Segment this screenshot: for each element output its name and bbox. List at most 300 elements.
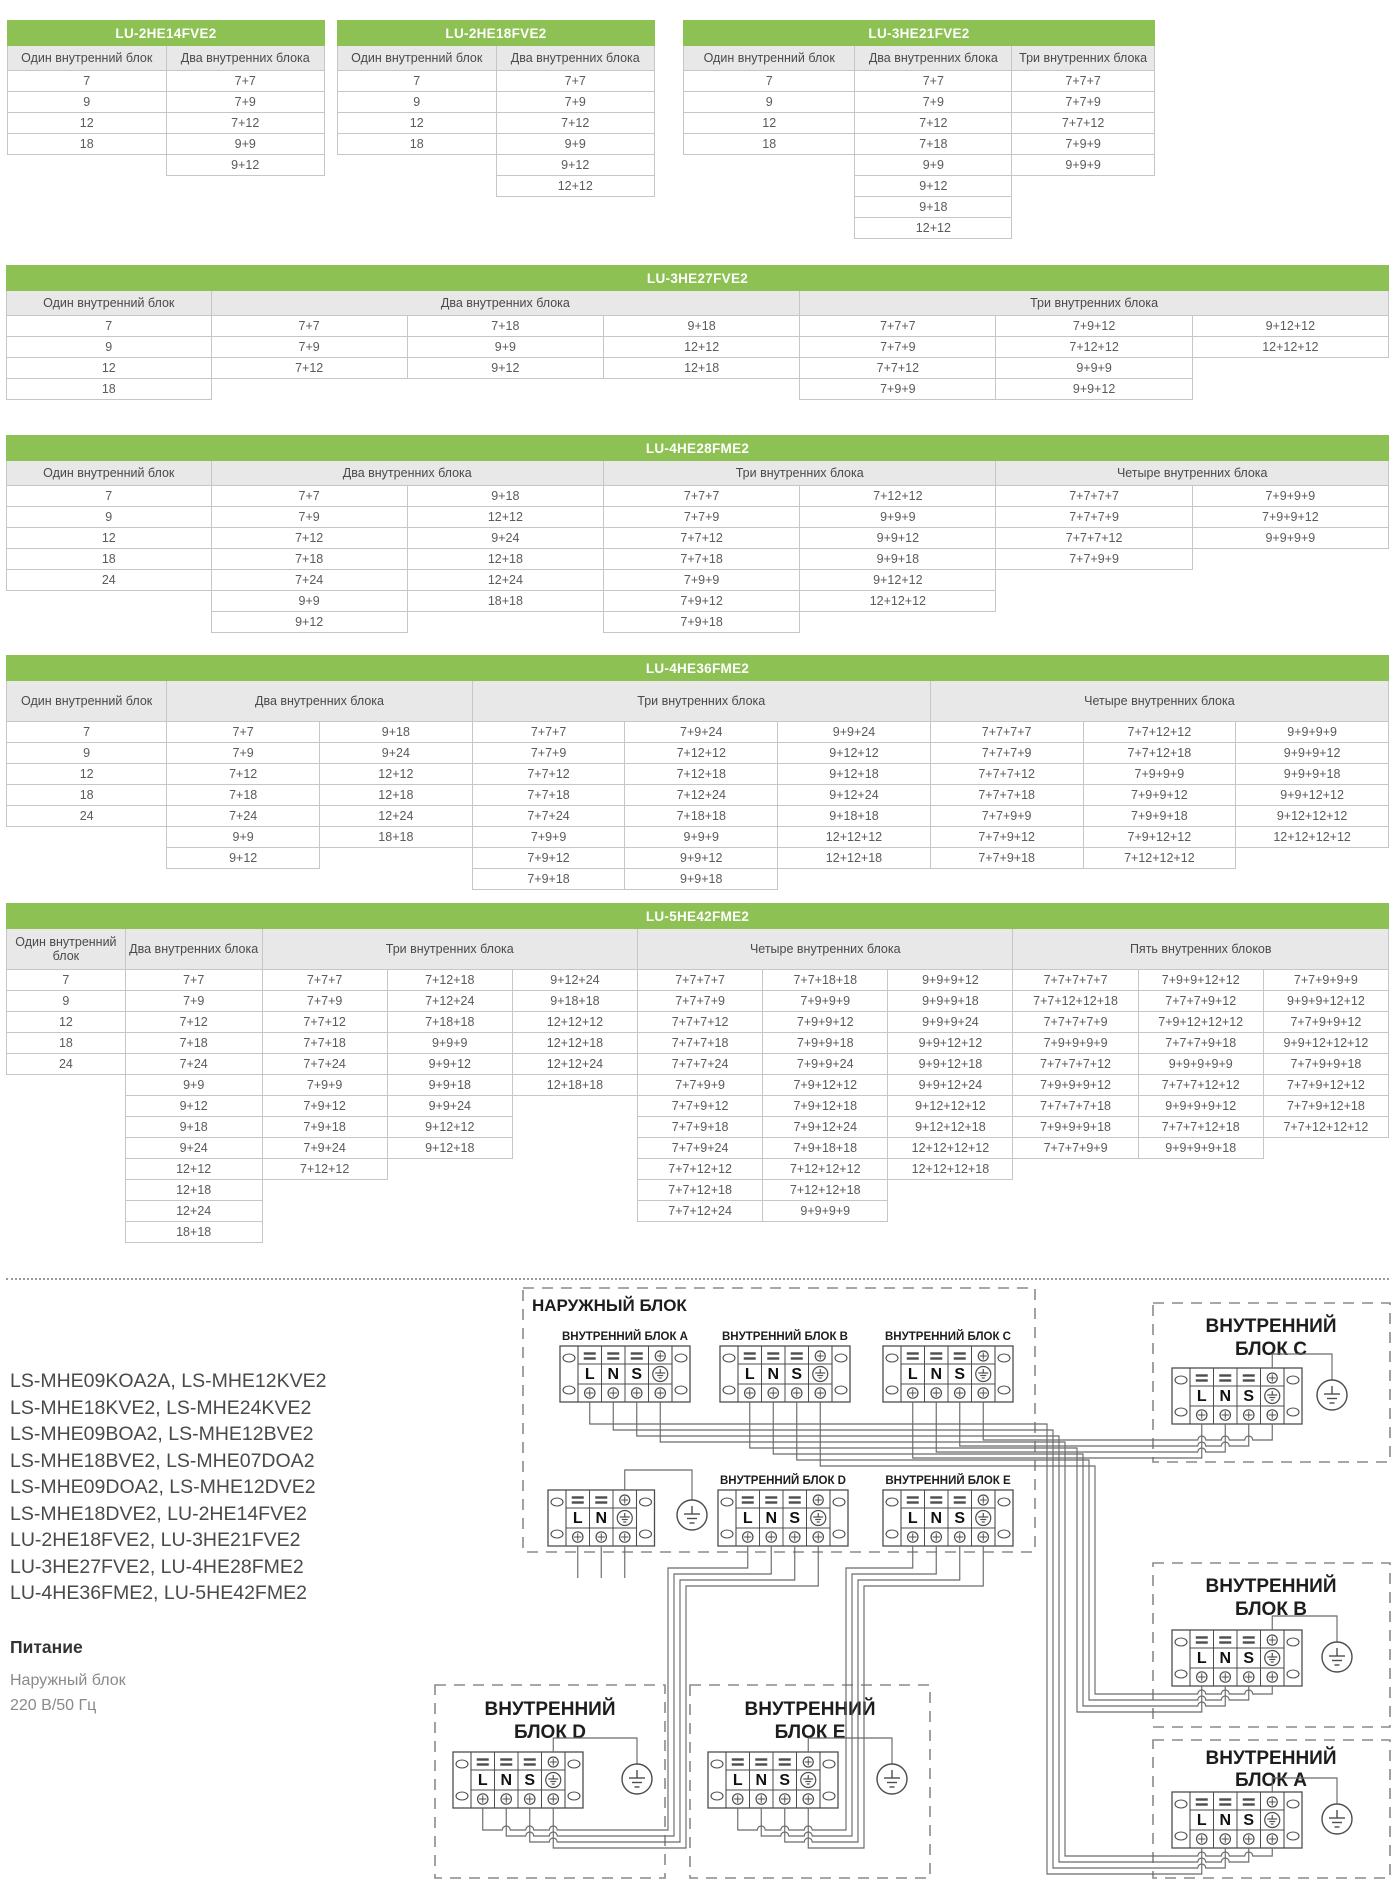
table-row [338, 92, 655, 113]
column-group-header: Один внутренний блок [7, 681, 167, 722]
table-title: LU-4HE28FME2 [7, 436, 1389, 461]
table-cell: 7+7+7+7+18 [1013, 1096, 1138, 1117]
table-cell: 9+18 [125, 1117, 262, 1138]
table-cell: 7+7+7+9+9 [1013, 1138, 1138, 1159]
table-cell: 7+9+9+12 [763, 1012, 888, 1033]
table-lu-3he21fve2 [683, 20, 1155, 239]
table-cell: 7+7+9 [262, 991, 387, 1012]
table-cell: 7 [338, 71, 497, 92]
table-row [8, 71, 325, 92]
table-cell: 7+7 [211, 486, 407, 507]
table-row [684, 92, 1155, 113]
table-row [7, 869, 1389, 890]
table-cell: 9+12 [167, 848, 320, 869]
table-cell [512, 1159, 637, 1180]
table-cell [7, 612, 212, 633]
table-cell: 9+12+12+18 [888, 1117, 1013, 1138]
table-cell: 7+24 [211, 570, 407, 591]
table-cell: 12+12+12 [800, 591, 996, 612]
table-cell: 7+9 [855, 92, 1012, 113]
table-cell [1263, 1138, 1388, 1159]
table-cell: 9+9+12+18 [888, 1054, 1013, 1075]
table-cell: 7+7+7+7 [930, 722, 1083, 743]
table-cell [7, 1138, 126, 1159]
table-cell: 7+18 [407, 316, 603, 337]
terminal-letter: N [607, 1366, 620, 1383]
indoor-unit-label-b: БЛОК B [1235, 1599, 1307, 1620]
table-cell: 7+9+9 [1012, 134, 1155, 155]
table-row [7, 743, 1389, 764]
table-row [338, 155, 655, 176]
table-cell [262, 1222, 387, 1243]
table-cell [387, 1201, 512, 1222]
table-cell: 7+9+9+9 [763, 991, 888, 1012]
table-cell [1192, 358, 1388, 379]
terminal-letter: N [595, 1510, 608, 1527]
table-cell: 18+18 [320, 827, 473, 848]
table-cell [387, 1222, 512, 1243]
model-line: LS-MHE18BVE2, LS-MHE07DOA2 [10, 1449, 315, 1472]
table-cell: 12 [338, 113, 497, 134]
table-cell [8, 155, 167, 176]
table-cell: 7+9+18 [262, 1117, 387, 1138]
table-cell: 9+18 [855, 197, 1012, 218]
ground-symbol [877, 1764, 907, 1794]
table-cell: 7+7+24 [262, 1054, 387, 1075]
table-cell: 7+9+9+12 [1083, 785, 1236, 806]
table-cell [7, 848, 167, 869]
table-cell: 7+9+24 [625, 722, 778, 743]
table-cell [7, 1075, 126, 1096]
table-cell: 7+9+9+9+9 [1013, 1033, 1138, 1054]
table-row [8, 92, 325, 113]
table-row [338, 134, 655, 155]
table-cell: 9+12+24 [778, 785, 931, 806]
table-cell: 7+9+18+18 [763, 1138, 888, 1159]
table-cell: 7+12 [167, 764, 320, 785]
table-cell: 7+9 [125, 991, 262, 1012]
table-cell: 9+12+12 [800, 570, 996, 591]
terminal-letter: S [524, 1772, 536, 1789]
table-row [7, 827, 1389, 848]
table-cell: 7+7+12 [472, 764, 625, 785]
table-lu-4he28fme2 [6, 435, 1389, 633]
table-cell [1192, 570, 1388, 591]
terminal-letter: N [500, 1772, 513, 1789]
table-cell: 9+24 [407, 528, 603, 549]
table-cell: 9+9+12+12 [888, 1033, 1013, 1054]
table-cell: 12+12 [496, 176, 655, 197]
table-cell: 12+12 [407, 507, 603, 528]
table-cell [1263, 1180, 1388, 1201]
table-cell [512, 1180, 637, 1201]
outdoor-strip-e [883, 1490, 1013, 1546]
indoor-strip-b [1172, 1630, 1302, 1686]
terminal-letter: S [779, 1772, 791, 1789]
table-cell: 7+7+7+12 [930, 764, 1083, 785]
table-cell: 12 [7, 358, 212, 379]
table-cell: 9+9+9 [1012, 155, 1155, 176]
table-cell: 9+9+12+12+12 [1263, 1033, 1388, 1054]
table-cell: 9+18 [604, 316, 800, 337]
table-cell: 9 [7, 991, 126, 1012]
table-cell: 9+9+9+9 [1192, 528, 1388, 549]
table-row [8, 113, 325, 134]
table-cell: 9+9 [125, 1075, 262, 1096]
table-cell: 7+7+18 [472, 785, 625, 806]
outdoor-strip-label-a: ВНУТРЕННИЙ БЛОК A [562, 1331, 688, 1343]
table-cell [7, 1180, 126, 1201]
column-group-header: Четыре внутренних блока [638, 929, 1013, 970]
table-cell: 12 [8, 113, 167, 134]
table-cell [407, 379, 603, 400]
table-cell: 12+12+18 [512, 1033, 637, 1054]
indoor-unit-label-d: БЛОК D [514, 1722, 586, 1743]
table-cell: 9+9+18 [387, 1075, 512, 1096]
table-cell: 7+7+12+18 [638, 1180, 763, 1201]
table-cell [1138, 1201, 1263, 1222]
terminal-letter: L [477, 1772, 488, 1789]
table-cell: 9+18+18 [512, 991, 637, 1012]
table-cell: 7+9+9+9 [1192, 486, 1388, 507]
table-cell: 7+7+7+7 [638, 970, 763, 991]
table-row [7, 991, 1389, 1012]
table-cell: 9 [8, 92, 167, 113]
table-cell [888, 1201, 1013, 1222]
table-cell: 7+7 [166, 71, 325, 92]
indoor-strip-e [708, 1752, 838, 1808]
table-cell: 9+9+9+9 [763, 1201, 888, 1222]
terminal-letter: S [791, 1366, 803, 1383]
table-cell: 9+9+24 [778, 722, 931, 743]
table-cell: 7+7+12 [604, 528, 800, 549]
table-cell [888, 1222, 1013, 1243]
table-cell: 7+9 [211, 507, 407, 528]
table-cell: 9+9+12+12 [1236, 785, 1389, 806]
table-cell: 7+7+9 [800, 337, 996, 358]
table-cell: 9+9+9+9+18 [1138, 1138, 1263, 1159]
table-row [7, 1201, 1389, 1222]
power-spec [10, 1668, 418, 1718]
table-cell: 7+7 [167, 722, 320, 743]
table-cell: 9+9+9 [996, 358, 1192, 379]
table-lu-3he27fve2 [6, 265, 1389, 400]
table-cell: 9+9+18 [625, 869, 778, 890]
table-cell: 9+12+18 [778, 764, 931, 785]
table-cell: 12+12 [320, 764, 473, 785]
table-row [338, 176, 655, 197]
table-cell: 9+9+9+24 [888, 1012, 1013, 1033]
table-cell: 7+9+12 [262, 1096, 387, 1117]
terminal-letter: N [1219, 1812, 1232, 1829]
table-cell: 7+7 [855, 71, 1012, 92]
table-cell [1013, 1222, 1138, 1243]
table-lu-5he42fme2 [6, 903, 1389, 1243]
table-cell: 7+7+12+12+12 [1263, 1117, 1388, 1138]
table-cell [211, 379, 407, 400]
table-cell: 7 [7, 970, 126, 991]
ground-symbol [1322, 1804, 1352, 1834]
table-cell [800, 612, 996, 633]
table-cell: 7+7+7+12+18 [1138, 1117, 1263, 1138]
table-cell: 7+9+9 [262, 1075, 387, 1096]
table-cell: 9+12 [125, 1096, 262, 1117]
table-cell: 9+18 [407, 486, 603, 507]
table-cell: 7+9+9+18 [1083, 806, 1236, 827]
table-cell: 7+7+9 [472, 743, 625, 764]
table-cell: 7+9+9+12+12 [1138, 970, 1263, 991]
table-cell: 18 [7, 379, 212, 400]
table-cell: 9+12 [407, 358, 603, 379]
table-cell [7, 1159, 126, 1180]
indoor-unit-label-b: ВНУТРЕННИЙ [1205, 1576, 1337, 1597]
table-row [7, 1012, 1389, 1033]
table-row [7, 1075, 1389, 1096]
table-cell: 9+9+12 [800, 528, 996, 549]
terminal-letter: N [765, 1510, 778, 1527]
terminal-letter: S [631, 1366, 643, 1383]
model-line: LS-MHE09BOA2, LS-MHE12BVE2 [10, 1423, 314, 1445]
table-cell: 7+7+7+9 [638, 991, 763, 1012]
indoor-unit-label-c: БЛОК C [1235, 1339, 1307, 1360]
terminal-letter: L [1196, 1388, 1207, 1405]
table-cell: 7+12+24 [625, 785, 778, 806]
table-cell: 7+9 [496, 92, 655, 113]
column-group-header: Два внутренних блока [855, 46, 1012, 71]
table-cell [407, 612, 603, 633]
model-line: LU-3HE27FVE2, LU-4HE28FME2 [10, 1555, 304, 1578]
table-cell [7, 827, 167, 848]
table-cell: 7+7+9+12 [930, 827, 1083, 848]
table-row [7, 591, 1389, 612]
table-cell: 7+7+7+12 [996, 528, 1192, 549]
table-cell: 7+7+9+9+18 [1263, 1054, 1388, 1075]
table-cell: 9+9+12 [387, 1054, 512, 1075]
column-group-header: Четыре внутренних блока [996, 461, 1389, 486]
table-cell: 18 [684, 134, 855, 155]
table-row [338, 71, 655, 92]
table-cell [262, 1201, 387, 1222]
table-cell: 9+9 [166, 134, 325, 155]
terminal-letter: L [907, 1510, 918, 1527]
table-cell: 7+18 [125, 1033, 262, 1054]
column-group-header: Один внутренний блок [7, 291, 212, 316]
outdoor-strip-label-c: ВНУТРЕННИЙ БЛОК C [885, 1331, 1011, 1343]
table-row [7, 570, 1389, 591]
table-title: LU-2HE18FVE2 [338, 21, 655, 46]
table-cell: 7+7+12+12 [638, 1159, 763, 1180]
table-cell [7, 1117, 126, 1138]
column-group-header: Один внутренний блок [7, 461, 212, 486]
table-cell [7, 591, 212, 612]
table-cell: 12+12+12 [512, 1012, 637, 1033]
table-cell: 12+18 [604, 358, 800, 379]
table-cell: 7+7+9+12+18 [1263, 1096, 1388, 1117]
table-cell: 12+18+18 [512, 1075, 637, 1096]
table-cell: 7+7+7+9+12 [1138, 991, 1263, 1012]
table-cell: 12+12+12+12 [1236, 827, 1389, 848]
table-row [7, 722, 1389, 743]
table-cell: 7+7+7+7+7 [1013, 970, 1138, 991]
table-cell: 9+18+18 [778, 806, 931, 827]
table-cell [1012, 176, 1155, 197]
table-cell: 7+7+7+7+12 [1013, 1054, 1138, 1075]
table-cell: 7+9+12+12+12 [1138, 1012, 1263, 1033]
table-cell [684, 176, 855, 197]
terminal-letter: N [1219, 1388, 1232, 1405]
table-title: LU-3HE27FVE2 [7, 266, 1389, 291]
table-row [7, 806, 1389, 827]
table-row [7, 337, 1389, 358]
table-cell: 9+12+12+12 [888, 1096, 1013, 1117]
table-cell: 7+12+24 [387, 991, 512, 1012]
table-cell: 7+7+9+9+12 [1263, 1012, 1388, 1033]
table-cell: 7+12 [125, 1012, 262, 1033]
table-cell [1236, 869, 1389, 890]
column-group-header: Два внутренних блока [167, 681, 472, 722]
table-row [7, 970, 1389, 991]
table-title: LU-3HE21FVE2 [684, 21, 1155, 46]
table-cell: 7+9 [211, 337, 407, 358]
table-cell: 18 [8, 134, 167, 155]
table-cell: 7+12+12+12 [763, 1159, 888, 1180]
table-cell: 7+9+12 [472, 848, 625, 869]
wiring-diagram [420, 1268, 1395, 1882]
table-cell: 7 [7, 722, 167, 743]
table-cell [512, 1117, 637, 1138]
ground-symbol [677, 1500, 707, 1530]
terminal-letter: S [1243, 1388, 1255, 1405]
table-cell: 7+7+7+18 [638, 1033, 763, 1054]
table-cell: 24 [7, 570, 212, 591]
table-cell: 7+24 [125, 1054, 262, 1075]
table-cell: 12+18 [407, 549, 603, 570]
models-note [10, 1368, 418, 1718]
table-cell: 7+7+9 [1012, 92, 1155, 113]
table-cell: 9 [684, 92, 855, 113]
table-cell: 12+12+18 [778, 848, 931, 869]
terminal-letter: N [767, 1366, 780, 1383]
table-cell: 9 [338, 92, 497, 113]
table-row [7, 1096, 1389, 1117]
column-group-header: Два внутренних блока [125, 929, 262, 970]
terminal-letter: L [1196, 1650, 1207, 1667]
table-cell [888, 1180, 1013, 1201]
table-row [684, 113, 1155, 134]
column-group-header: Три внутренних блока [262, 929, 637, 970]
table-cell: 18 [338, 134, 497, 155]
table-cell: 9+9+9+12 [888, 970, 1013, 991]
table-cell: 12+12+12+18 [888, 1159, 1013, 1180]
table-row [7, 612, 1389, 633]
terminal-letter: S [954, 1510, 966, 1527]
table-cell: 9+9+9+9+12 [1138, 1096, 1263, 1117]
column-group-header: Три внутренних блока [800, 291, 1389, 316]
table-cell: 7+7+12+12 [1083, 722, 1236, 743]
table-cell: 12+18 [320, 785, 473, 806]
table-cell: 7+7+18 [262, 1033, 387, 1054]
table-cell: 7+7+9 [604, 507, 800, 528]
outdoor-strip-a [560, 1346, 690, 1402]
table-cell: 7+9+9 [604, 570, 800, 591]
table-cell: 7+9+12+12 [1083, 827, 1236, 848]
table-cell: 7+7+7+9 [996, 507, 1192, 528]
table-cell: 7+7 [496, 71, 655, 92]
power-line: Наружный блок [10, 1671, 126, 1689]
table-row [7, 316, 1389, 337]
table-cell: 7+12+12+12 [1083, 848, 1236, 869]
table-cell: 7+7+9+9 [930, 806, 1083, 827]
column-group-header: Три внутренних блока [1012, 46, 1155, 71]
table-cell [512, 1222, 637, 1243]
terminal-letter: N [1219, 1650, 1232, 1667]
table-cell [320, 869, 473, 890]
table-cell: 7+9+9+9+12 [1013, 1075, 1138, 1096]
table-cell: 9+12 [496, 155, 655, 176]
table-cell: 9+12+12 [387, 1117, 512, 1138]
table-cell: 7+7+24 [472, 806, 625, 827]
terminal-letter: L [744, 1366, 755, 1383]
table-row [7, 1222, 1389, 1243]
table-cell: 12 [7, 764, 167, 785]
outdoor-strip-c [883, 1346, 1013, 1402]
outdoor-unit-label: НАРУЖНЫЙ БЛОК [532, 1296, 687, 1315]
table-cell: 9+24 [125, 1138, 262, 1159]
table-cell: 7+9+12+12 [763, 1075, 888, 1096]
table-cell: 7+12+12 [625, 743, 778, 764]
table-cell [1192, 549, 1388, 570]
table-cell [1236, 848, 1389, 869]
table-cell: 7+7+9+9 [638, 1075, 763, 1096]
table-cell [7, 1222, 126, 1243]
table-cell [167, 869, 320, 890]
table-cell: 7+7+12 [1012, 113, 1155, 134]
column-group-header: Пять внутренних блоков [1013, 929, 1389, 970]
table-cell: 9+12+18 [387, 1138, 512, 1159]
table-cell: 7+7+7 [800, 316, 996, 337]
table-row [7, 507, 1389, 528]
table-cell: 7+9+24 [262, 1138, 387, 1159]
table-row [684, 71, 1155, 92]
table-cell: 7+9 [166, 92, 325, 113]
table-cell: 7+7+7+12+12 [1138, 1075, 1263, 1096]
indoor-unit-label-a: ВНУТРЕННИЙ [1205, 1748, 1337, 1769]
table-cell: 9+9+9 [625, 827, 778, 848]
table-cell [1263, 1222, 1388, 1243]
terminal-letter: L [742, 1510, 753, 1527]
table-cell [338, 155, 497, 176]
table-cell: 7+12+12 [262, 1159, 387, 1180]
table-cell: 7+7+9+24 [638, 1138, 763, 1159]
table-cell: 9 [7, 507, 212, 528]
table-cell: 18 [7, 549, 212, 570]
terminal-letter: L [907, 1366, 918, 1383]
table-row [684, 197, 1155, 218]
table-cell: 9+9+24 [387, 1096, 512, 1117]
outdoor-strip-b [720, 1346, 850, 1402]
wire [590, 1402, 1202, 1874]
table-cell: 7+12+12+18 [763, 1180, 888, 1201]
table-cell [7, 1096, 126, 1117]
table-cell [512, 1096, 637, 1117]
table-cell [996, 612, 1192, 633]
terminal-letter: N [755, 1772, 768, 1789]
table-row [338, 113, 655, 134]
table-cell: 7+9+9+12 [1192, 507, 1388, 528]
table-cell: 9+18 [320, 722, 473, 743]
table-lu-4he36fme2 [6, 655, 1389, 890]
table-cell: 9+9+9+12 [1236, 743, 1389, 764]
